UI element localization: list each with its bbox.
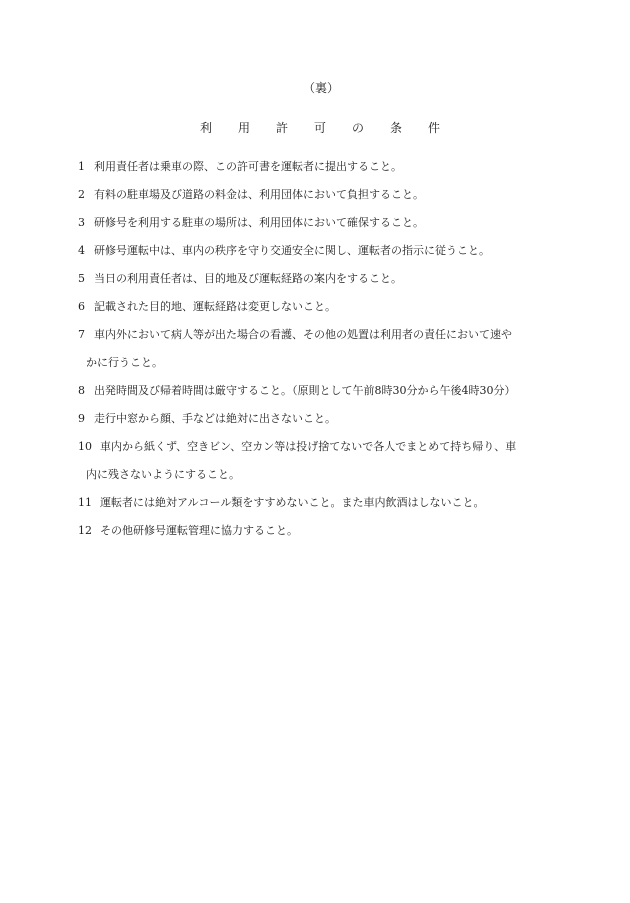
condition-text: 車内から紙くず、空きビン、空カン等は投げ捨てないで各人でまとめて持ち帰り、車: [100, 440, 517, 453]
condition-item: [78, 265, 558, 293]
condition-number: 6: [78, 300, 85, 313]
condition-item: [78, 433, 558, 489]
condition-item: [78, 405, 558, 433]
condition-text-continued: かに行うこと。: [86, 356, 163, 369]
reverse-side-label: （裏）: [302, 81, 339, 95]
condition-number: 4: [78, 244, 85, 257]
condition-number: 2: [78, 188, 85, 201]
condition-item: [78, 181, 558, 209]
condition-text: 有料の駐車場及び道路の料金は、利用団体において負担すること。: [94, 188, 424, 201]
condition-number: 12: [78, 524, 92, 537]
condition-item: [78, 209, 558, 237]
condition-number: 1: [78, 160, 85, 173]
condition-number: 5: [78, 272, 85, 285]
condition-number: 11: [78, 496, 92, 509]
condition-number: 9: [78, 412, 85, 425]
condition-item: [78, 237, 558, 265]
conditions-list: [78, 153, 558, 545]
condition-item: [78, 293, 558, 321]
condition-number: 10: [78, 440, 92, 453]
condition-item: [78, 377, 558, 405]
condition-number: 3: [78, 216, 85, 229]
condition-number: 7: [78, 328, 85, 341]
condition-number: 8: [78, 384, 85, 397]
condition-text: 車内外において病人等が出た場合の看護、その他の処置は利用者の責任において速や: [94, 328, 512, 341]
condition-item: [78, 517, 558, 545]
condition-text: 研修号を利用する駐車の場所は、利用団体において確保すること。: [94, 216, 424, 229]
condition-text: 利用責任者は乗車の際、この許可書を運転者に提出すること。: [94, 160, 402, 173]
condition-text: 当日の利用責任者は、目的地及び運転経路の案内をすること。: [94, 272, 402, 285]
condition-text: 運転者には絶対アルコール類をすすめないこと。また車内飲酒はしないこと。: [100, 496, 485, 509]
condition-text: 記載された目的地、運転経路は変更しないこと。: [94, 300, 336, 313]
condition-text: 出発時間及び帰着時間は厳守すること。（原則として午前8時30分から午後4時30分）: [94, 384, 516, 397]
condition-text: 走行中窓から顔、手などは絶対に出さないこと。: [94, 412, 336, 425]
condition-text-continued: 内に残さないようにすること。: [86, 468, 240, 481]
condition-item: [78, 321, 558, 377]
condition-text: その他研修号運転管理に協力すること。: [100, 524, 298, 537]
condition-text: 研修号運転中は、車内の秩序を守り交通安全に関し、運転者の指示に従うこと。: [94, 244, 490, 257]
page-title: 利用許可の条件: [199, 121, 466, 135]
condition-item: [78, 489, 558, 517]
condition-item: [78, 153, 558, 181]
